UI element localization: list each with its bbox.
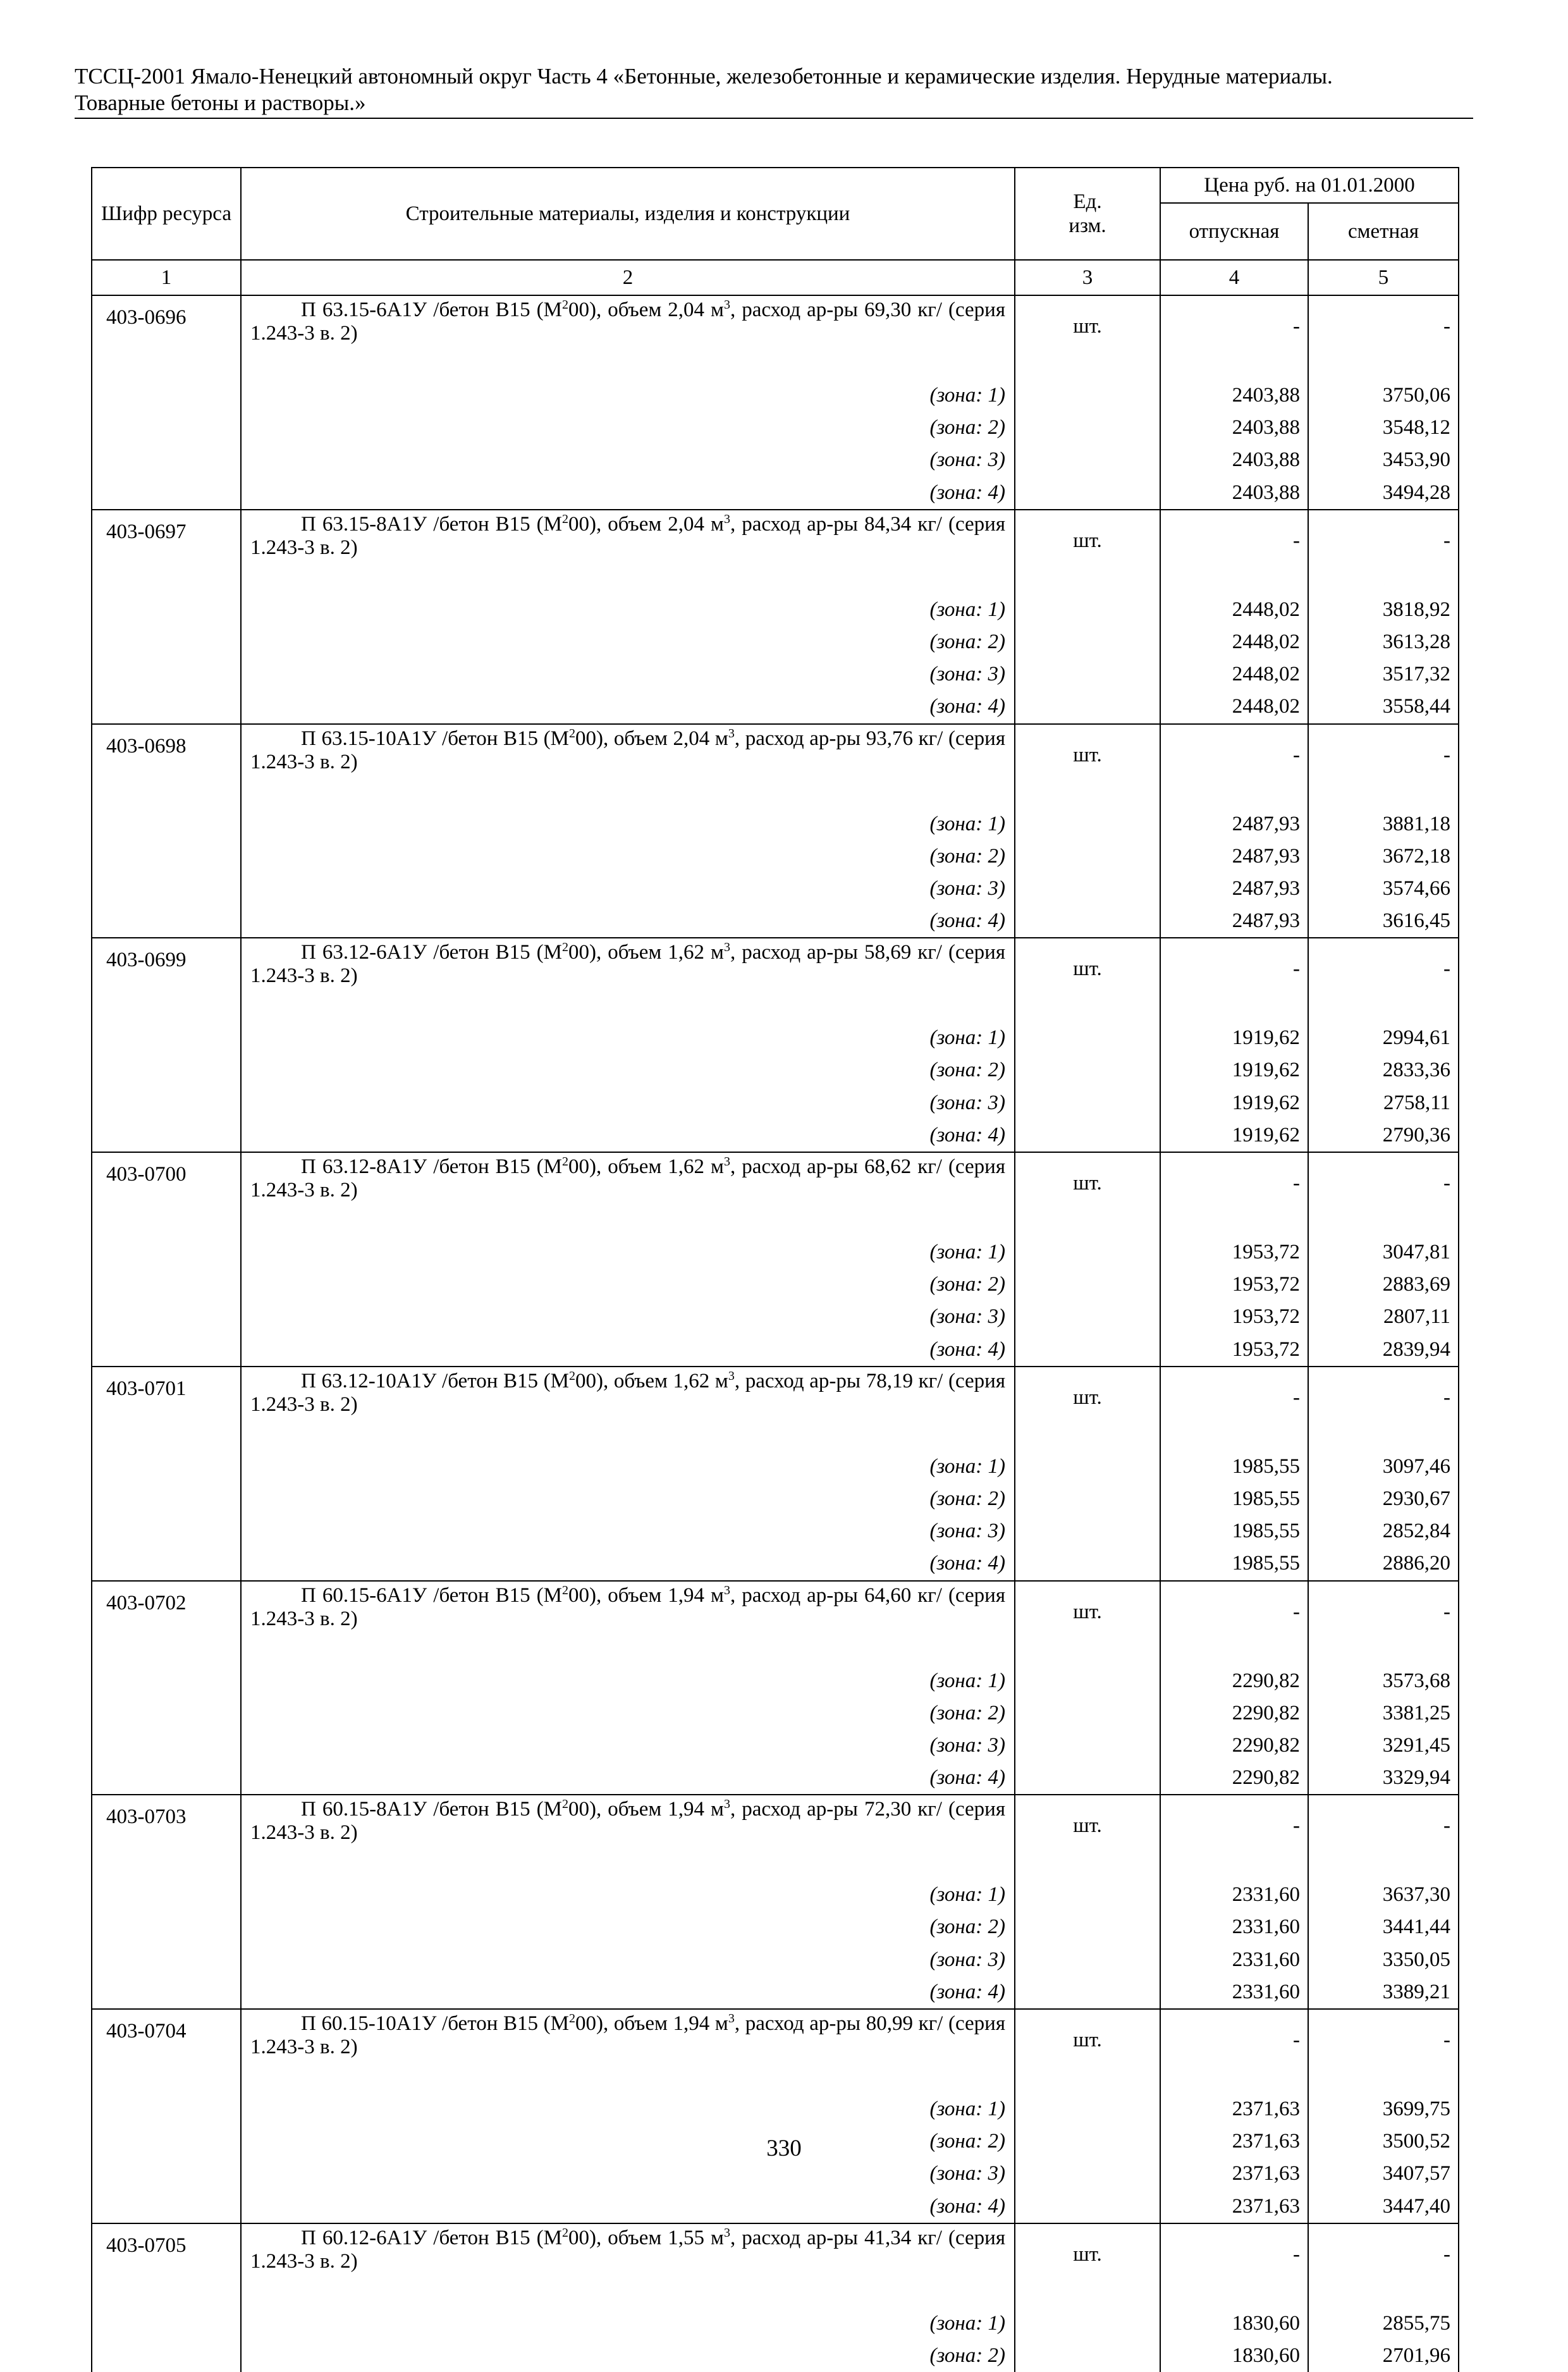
zone-row bbox=[92, 1697, 1459, 1730]
resource-code: 403-0701 bbox=[92, 1367, 241, 1451]
release-price: 1919,62 bbox=[1160, 1087, 1308, 1119]
desc-sup-3: 3 bbox=[723, 1797, 730, 1812]
estimate-price-dash: - bbox=[1308, 1152, 1459, 1236]
release-price: 2448,02 bbox=[1160, 626, 1308, 658]
estimate-price: 2852,84 bbox=[1308, 1515, 1459, 1547]
price-table-body bbox=[92, 295, 1459, 2372]
estimate-price: 3350,05 bbox=[1308, 1944, 1459, 1976]
col-number-1: 1 bbox=[92, 260, 241, 295]
resource-code: 403-0696 bbox=[92, 295, 241, 379]
zone-row bbox=[92, 808, 1459, 840]
zone-row bbox=[92, 2340, 1459, 2372]
zone-row bbox=[92, 1944, 1459, 1976]
release-price-dash: - bbox=[1160, 724, 1308, 808]
estimate-price: 3047,81 bbox=[1308, 1236, 1459, 1269]
desc-part-a: П 60.15-6А1У /бетон В15 (М bbox=[301, 1583, 562, 1607]
zone-label: (зона: 1) bbox=[241, 1451, 1015, 1483]
table-row bbox=[92, 1367, 1459, 1451]
estimate-price-dash: - bbox=[1308, 1581, 1459, 1665]
zone-row bbox=[92, 840, 1459, 873]
desc-part-b: 00), объем 1,94 м bbox=[575, 2012, 728, 2035]
table-row bbox=[92, 1795, 1459, 1879]
zone-label: (зона: 4) bbox=[241, 1976, 1015, 2009]
header-line-1: ТССЦ-2001 Ямало-Ненецкий автономный округ Часть 4 «Бетонные, железобетонные и керамические изделия. Нерудные материалы. bbox=[75, 64, 1333, 89]
table-row bbox=[92, 2223, 1459, 2307]
desc-part-c: , расход ар-ры 93,76 кг/ (серия 1.243-3 в. 2) bbox=[250, 727, 1005, 773]
release-price: 2290,82 bbox=[1160, 1665, 1308, 1697]
desc-part-c: , расход ар-ры 69,30 кг/ (серия 1.243-3 в. 2) bbox=[250, 298, 1005, 345]
zone-label: (зона: 2) bbox=[241, 2125, 1015, 2158]
material-description bbox=[241, 2009, 1015, 2093]
col-header-price: Цена руб. на 01.01.2000 bbox=[1160, 168, 1459, 203]
header-line-2: Товарные бетоны и растворы.» bbox=[75, 90, 366, 115]
material-description bbox=[241, 510, 1015, 594]
estimate-price: 2930,67 bbox=[1308, 1483, 1459, 1515]
table-row bbox=[92, 938, 1459, 1022]
desc-part-b: 00), объем 1,62 м bbox=[568, 941, 724, 964]
zone-label: (зона: 2) bbox=[241, 2340, 1015, 2372]
zone-label: (зона: 3) bbox=[241, 444, 1015, 476]
release-price: 2487,93 bbox=[1160, 873, 1308, 905]
zone-row bbox=[92, 1451, 1459, 1483]
release-price: 2331,60 bbox=[1160, 1879, 1308, 1911]
resource-code: 403-0699 bbox=[92, 938, 241, 1022]
estimate-price: 2883,69 bbox=[1308, 1269, 1459, 1301]
resource-code: 403-0704 bbox=[92, 2009, 241, 2093]
resource-code: 403-0705 bbox=[92, 2223, 241, 2307]
release-price: 2487,93 bbox=[1160, 808, 1308, 840]
zone-row bbox=[92, 2307, 1459, 2340]
zone-row bbox=[92, 691, 1459, 723]
release-price: 1919,62 bbox=[1160, 1119, 1308, 1152]
zone-label: (зона: 2) bbox=[241, 1269, 1015, 1301]
zone-row bbox=[92, 1301, 1459, 1333]
desc-part-b: 00), объем 2,04 м bbox=[575, 727, 728, 750]
release-price: 2371,63 bbox=[1160, 2158, 1308, 2190]
zone-label: (зона: 2) bbox=[241, 1054, 1015, 1086]
material-description bbox=[241, 724, 1015, 808]
zone-row bbox=[92, 379, 1459, 412]
material-description bbox=[241, 1152, 1015, 1236]
resource-code: 403-0700 bbox=[92, 1152, 241, 1236]
desc-part-a: П 60.12-6А1У /бетон В15 (М bbox=[301, 2226, 562, 2249]
desc-sup-3: 3 bbox=[728, 2012, 735, 2025]
zone-row bbox=[92, 1054, 1459, 1086]
release-price: 1985,55 bbox=[1160, 1515, 1308, 1547]
release-price: 1985,55 bbox=[1160, 1483, 1308, 1515]
estimate-price: 2701,96 bbox=[1308, 2340, 1459, 2372]
unit: шт. bbox=[1015, 2223, 1160, 2307]
release-price: 2290,82 bbox=[1160, 1762, 1308, 1795]
release-price: 2448,02 bbox=[1160, 594, 1308, 626]
desc-part-c: , расход ар-ры 68,62 кг/ (серия 1.243-3 в. 2) bbox=[250, 1155, 1005, 1201]
zone-row bbox=[92, 1976, 1459, 2009]
desc-sup-3: 3 bbox=[723, 940, 730, 955]
zone-row bbox=[92, 626, 1459, 658]
estimate-price: 3097,46 bbox=[1308, 1451, 1459, 1483]
release-price-dash: - bbox=[1160, 1581, 1308, 1665]
release-price: 2331,60 bbox=[1160, 1944, 1308, 1976]
unit: шт. bbox=[1015, 295, 1160, 379]
desc-sup-3: 3 bbox=[723, 2225, 730, 2240]
release-price: 2403,88 bbox=[1160, 477, 1308, 510]
estimate-price: 3818,92 bbox=[1308, 594, 1459, 626]
desc-part-a: П 63.12-6А1У /бетон В15 (М bbox=[301, 941, 562, 964]
desc-sup-2: 2 bbox=[561, 1583, 568, 1597]
estimate-price-dash: - bbox=[1308, 510, 1459, 594]
zone-label: (зона: 2) bbox=[241, 412, 1015, 444]
desc-part-b: 00), объем 1,94 м bbox=[568, 1583, 724, 1607]
release-price-dash: - bbox=[1160, 295, 1308, 379]
estimate-price: 2855,75 bbox=[1308, 2307, 1459, 2340]
estimate-price: 3517,32 bbox=[1308, 658, 1459, 691]
desc-sup-3: 3 bbox=[723, 298, 730, 312]
resource-code: 403-0697 bbox=[92, 510, 241, 594]
desc-part-a: П 60.15-10А1У /бетон В15 (М bbox=[301, 2012, 569, 2035]
desc-sup-3: 3 bbox=[723, 1155, 730, 1169]
release-price-dash: - bbox=[1160, 1152, 1308, 1236]
desc-sup-2: 2 bbox=[561, 1797, 568, 1812]
desc-part-c: , расход ар-ры 78,19 кг/ (серия 1.243-3 в. 2) bbox=[250, 1369, 1005, 1416]
zone-label: (зона: 1) bbox=[241, 2307, 1015, 2340]
zone-label: (зона: 3) bbox=[241, 1944, 1015, 1976]
release-price: 2403,88 bbox=[1160, 444, 1308, 476]
material-description bbox=[241, 1581, 1015, 1665]
material-description bbox=[241, 1795, 1015, 1879]
desc-sup-2: 2 bbox=[561, 298, 568, 312]
zone-row bbox=[92, 1269, 1459, 1301]
desc-part-a: П 60.15-8А1У /бетон В15 (М bbox=[301, 1798, 562, 1821]
table-row bbox=[92, 1152, 1459, 1236]
release-price: 2448,02 bbox=[1160, 658, 1308, 691]
unit: шт. bbox=[1015, 1152, 1160, 1236]
estimate-price: 3447,40 bbox=[1308, 2191, 1459, 2223]
table-row bbox=[92, 2009, 1459, 2093]
desc-part-b: 00), объем 1,94 м bbox=[568, 1798, 724, 1821]
estimate-price: 3381,25 bbox=[1308, 1697, 1459, 1730]
estimate-price-dash: - bbox=[1308, 724, 1459, 808]
desc-sup-2: 2 bbox=[568, 1368, 575, 1383]
estimate-price: 3672,18 bbox=[1308, 840, 1459, 873]
estimate-price: 3548,12 bbox=[1308, 412, 1459, 444]
estimate-price: 2790,36 bbox=[1308, 1119, 1459, 1152]
release-price: 2371,63 bbox=[1160, 2093, 1308, 2125]
release-price: 2403,88 bbox=[1160, 412, 1308, 444]
desc-part-a: П 63.15-6А1У /бетон В15 (М bbox=[301, 298, 562, 321]
zone-label: (зона: 4) bbox=[241, 691, 1015, 723]
release-price-dash: - bbox=[1160, 1795, 1308, 1879]
desc-part-c: , расход ар-ры 64,60 кг/ (серия 1.243-3 в. 2) bbox=[250, 1583, 1005, 1630]
release-price: 2371,63 bbox=[1160, 2125, 1308, 2158]
zone-label: (зона: 2) bbox=[241, 1697, 1015, 1730]
zone-row bbox=[92, 412, 1459, 444]
estimate-price: 3329,94 bbox=[1308, 1762, 1459, 1795]
zone-label: (зона: 4) bbox=[241, 1547, 1015, 1580]
zone-label: (зона: 2) bbox=[241, 840, 1015, 873]
desc-sup-2: 2 bbox=[561, 512, 568, 526]
zone-row bbox=[92, 477, 1459, 510]
table-row bbox=[92, 1581, 1459, 1665]
release-price: 2290,82 bbox=[1160, 1697, 1308, 1730]
estimate-price-dash: - bbox=[1308, 1795, 1459, 1879]
zone-row bbox=[92, 1515, 1459, 1547]
desc-part-b: 00), объем 1,55 м bbox=[568, 2226, 724, 2249]
material-description bbox=[241, 295, 1015, 379]
zone-label: (зона: 2) bbox=[241, 1483, 1015, 1515]
estimate-price: 3407,57 bbox=[1308, 2158, 1459, 2190]
estimate-price-dash: - bbox=[1308, 938, 1459, 1022]
release-price: 2487,93 bbox=[1160, 840, 1308, 873]
release-price: 1919,62 bbox=[1160, 1054, 1308, 1086]
estimate-price: 2886,20 bbox=[1308, 1547, 1459, 1580]
material-description bbox=[241, 1367, 1015, 1451]
col-header-code: Шифр ресурса bbox=[92, 168, 241, 260]
desc-part-b: 00), объем 1,62 м bbox=[575, 1369, 728, 1392]
desc-part-c: , расход ар-ры 58,69 кг/ (серия 1.243-3 в. 2) bbox=[250, 941, 1005, 988]
unit: шт. bbox=[1015, 938, 1160, 1022]
table-row bbox=[92, 510, 1459, 594]
release-price-dash: - bbox=[1160, 1367, 1308, 1451]
material-description bbox=[241, 938, 1015, 1022]
estimate-price: 2994,61 bbox=[1308, 1022, 1459, 1054]
release-price: 1953,72 bbox=[1160, 1269, 1308, 1301]
estimate-price: 3573,68 bbox=[1308, 1665, 1459, 1697]
desc-part-a: П 63.15-10А1У /бетон В15 (М bbox=[301, 727, 569, 750]
estimate-price: 3389,21 bbox=[1308, 1976, 1459, 2009]
release-price-dash: - bbox=[1160, 510, 1308, 594]
zone-row bbox=[92, 1547, 1459, 1580]
desc-part-b: 00), объем 2,04 м bbox=[568, 512, 724, 536]
zone-row bbox=[92, 2093, 1459, 2125]
zone-label: (зона: 4) bbox=[241, 905, 1015, 938]
zone-label: (зона: 4) bbox=[241, 1119, 1015, 1152]
zone-label: (зона: 4) bbox=[241, 477, 1015, 510]
zone-row bbox=[92, 873, 1459, 905]
estimate-price: 3613,28 bbox=[1308, 626, 1459, 658]
desc-part-a: П 63.15-8А1У /бетон В15 (М bbox=[301, 512, 562, 536]
release-price: 1985,55 bbox=[1160, 1547, 1308, 1580]
estimate-price: 3637,30 bbox=[1308, 1879, 1459, 1911]
release-price: 1953,72 bbox=[1160, 1236, 1308, 1269]
desc-sup-3: 3 bbox=[723, 1583, 730, 1597]
resource-code: 403-0698 bbox=[92, 724, 241, 808]
unit: шт. bbox=[1015, 510, 1160, 594]
release-price: 2331,60 bbox=[1160, 1976, 1308, 2009]
zone-label: (зона: 1) bbox=[241, 2093, 1015, 2125]
zone-label: (зона: 2) bbox=[241, 1911, 1015, 1943]
zone-label: (зона: 4) bbox=[241, 1334, 1015, 1367]
resource-code: 403-0703 bbox=[92, 1795, 241, 1879]
zone-row bbox=[92, 2158, 1459, 2190]
zone-row bbox=[92, 1762, 1459, 1795]
desc-part-a: П 63.12-10А1У /бетон В15 (М bbox=[301, 1369, 569, 1392]
release-price: 2331,60 bbox=[1160, 1911, 1308, 1943]
zone-label: (зона: 3) bbox=[241, 1301, 1015, 1333]
zone-row bbox=[92, 1236, 1459, 1269]
estimate-price: 2807,11 bbox=[1308, 1301, 1459, 1333]
zone-row bbox=[92, 444, 1459, 476]
price-table bbox=[91, 167, 1459, 2372]
page-number: 330 bbox=[766, 2135, 802, 2161]
zone-row bbox=[92, 905, 1459, 938]
desc-part-c: , расход ар-ры 41,34 кг/ (серия 1.243-3 в. 2) bbox=[250, 2226, 1005, 2273]
zone-label: (зона: 1) bbox=[241, 808, 1015, 840]
zone-row bbox=[92, 1879, 1459, 1911]
release-price: 1953,72 bbox=[1160, 1301, 1308, 1333]
zone-label: (зона: 3) bbox=[241, 1730, 1015, 1762]
zone-row bbox=[92, 1483, 1459, 1515]
zone-label: (зона: 3) bbox=[241, 2158, 1015, 2190]
table-row bbox=[92, 724, 1459, 808]
estimate-price-dash: - bbox=[1308, 1367, 1459, 1451]
unit: шт. bbox=[1015, 1367, 1160, 1451]
estimate-price: 3453,90 bbox=[1308, 444, 1459, 476]
release-price: 2403,88 bbox=[1160, 379, 1308, 412]
estimate-price: 3750,06 bbox=[1308, 379, 1459, 412]
zone-label: (зона: 3) bbox=[241, 873, 1015, 905]
col-number-2: 2 bbox=[241, 260, 1015, 295]
zone-row bbox=[92, 658, 1459, 691]
estimate-price: 3494,28 bbox=[1308, 477, 1459, 510]
zone-label: (зона: 3) bbox=[241, 1087, 1015, 1119]
zone-row bbox=[92, 1119, 1459, 1152]
release-price: 1830,60 bbox=[1160, 2307, 1308, 2340]
unit: шт. bbox=[1015, 2009, 1160, 2093]
zone-row bbox=[92, 1665, 1459, 1697]
estimate-price: 3291,45 bbox=[1308, 1730, 1459, 1762]
desc-sup-3: 3 bbox=[723, 512, 730, 526]
zone-label: (зона: 1) bbox=[241, 379, 1015, 412]
release-price: 2448,02 bbox=[1160, 691, 1308, 723]
material-description bbox=[241, 2223, 1015, 2307]
estimate-price: 2839,94 bbox=[1308, 1334, 1459, 1367]
release-price: 2290,82 bbox=[1160, 1730, 1308, 1762]
estimate-price: 3699,75 bbox=[1308, 2093, 1459, 2125]
zone-label: (зона: 4) bbox=[241, 1762, 1015, 1795]
unit: шт. bbox=[1015, 1581, 1160, 1665]
desc-part-c: , расход ар-ры 84,34 кг/ (серия 1.243-3 в. 2) bbox=[250, 512, 1005, 559]
release-price: 1985,55 bbox=[1160, 1451, 1308, 1483]
desc-part-c: , расход ар-ры 72,30 кг/ (серия 1.243-3 в. 2) bbox=[250, 1798, 1005, 1845]
col-header-estimate: сметная bbox=[1308, 203, 1459, 260]
col-header-unit: Ед. изм. bbox=[1015, 168, 1160, 260]
zone-label: (зона: 3) bbox=[241, 658, 1015, 691]
desc-part-c: , расход ар-ры 80,99 кг/ (серия 1.243-3 в. 2) bbox=[250, 2012, 1005, 2058]
desc-sup-2: 2 bbox=[568, 726, 575, 740]
estimate-price: 3574,66 bbox=[1308, 873, 1459, 905]
zone-row bbox=[92, 1087, 1459, 1119]
zone-label: (зона: 4) bbox=[241, 2191, 1015, 2223]
desc-sup-3: 3 bbox=[728, 1368, 735, 1383]
estimate-price-dash: - bbox=[1308, 2223, 1459, 2307]
release-price-dash: - bbox=[1160, 2223, 1308, 2307]
unit: шт. bbox=[1015, 1795, 1160, 1879]
desc-part-b: 00), объем 2,04 м bbox=[568, 298, 724, 321]
zone-label: (зона: 1) bbox=[241, 1022, 1015, 1054]
release-price-dash: - bbox=[1160, 2009, 1308, 2093]
zone-row bbox=[92, 1334, 1459, 1367]
zone-label: (зона: 2) bbox=[241, 626, 1015, 658]
desc-sup-2: 2 bbox=[561, 2225, 568, 2240]
desc-sup-2: 2 bbox=[561, 1155, 568, 1169]
col-number-5: 5 bbox=[1308, 260, 1459, 295]
release-price: 2371,63 bbox=[1160, 2191, 1308, 2223]
zone-label: (зона: 1) bbox=[241, 1879, 1015, 1911]
unit: шт. bbox=[1015, 724, 1160, 808]
resource-code: 403-0702 bbox=[92, 1581, 241, 1665]
zone-row bbox=[92, 1022, 1459, 1054]
desc-part-a: П 63.12-8А1У /бетон В15 (М bbox=[301, 1155, 562, 1178]
col-header-release: отпускная bbox=[1160, 203, 1308, 260]
release-price-dash: - bbox=[1160, 938, 1308, 1022]
header-rule bbox=[75, 118, 1473, 119]
zone-label: (зона: 3) bbox=[241, 1515, 1015, 1547]
estimate-price: 2833,36 bbox=[1308, 1054, 1459, 1086]
zone-row bbox=[92, 1730, 1459, 1762]
desc-sup-3: 3 bbox=[728, 726, 735, 740]
desc-part-b: 00), объем 1,62 м bbox=[568, 1155, 724, 1178]
release-price: 1919,62 bbox=[1160, 1022, 1308, 1054]
desc-sup-2: 2 bbox=[568, 2012, 575, 2025]
estimate-price: 3558,44 bbox=[1308, 691, 1459, 723]
estimate-price: 2758,11 bbox=[1308, 1087, 1459, 1119]
col-header-materials: Строительные материалы, изделия и конструкции bbox=[241, 168, 1015, 260]
zone-label: (зона: 1) bbox=[241, 1665, 1015, 1697]
zone-row bbox=[92, 1911, 1459, 1943]
desc-sup-2: 2 bbox=[561, 940, 568, 955]
estimate-price: 3881,18 bbox=[1308, 808, 1459, 840]
zone-label: (зона: 1) bbox=[241, 594, 1015, 626]
release-price: 2487,93 bbox=[1160, 905, 1308, 938]
release-price: 1953,72 bbox=[1160, 1334, 1308, 1367]
estimate-price: 3500,52 bbox=[1308, 2125, 1459, 2158]
zone-label: (зона: 1) bbox=[241, 1236, 1015, 1269]
col-number-4: 4 bbox=[1160, 260, 1308, 295]
estimate-price: 3616,45 bbox=[1308, 905, 1459, 938]
release-price: 1830,60 bbox=[1160, 2340, 1308, 2372]
document-header bbox=[75, 63, 1473, 116]
table-row bbox=[92, 295, 1459, 379]
estimate-price-dash: - bbox=[1308, 295, 1459, 379]
col-number-3: 3 bbox=[1015, 260, 1160, 295]
estimate-price-dash: - bbox=[1308, 2009, 1459, 2093]
estimate-price: 3441,44 bbox=[1308, 1911, 1459, 1943]
zone-row bbox=[92, 594, 1459, 626]
